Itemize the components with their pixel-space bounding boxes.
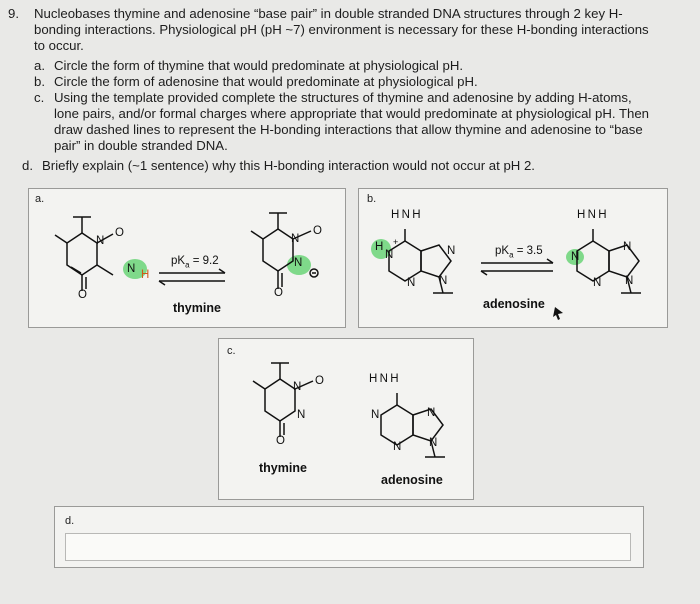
- template-adenine-n9: N: [429, 437, 438, 449]
- anion-o4: O: [274, 287, 283, 299]
- anion-n3: N: [294, 257, 303, 269]
- box-d-label: d.: [65, 515, 75, 527]
- template-adenine-n3: N: [393, 441, 402, 453]
- box-d: [54, 506, 644, 568]
- neutral-n9: N: [625, 275, 634, 287]
- formal-charge-plus: +: [393, 237, 399, 247]
- thymine-o2: O: [115, 227, 124, 239]
- thymine-n3: N: [127, 263, 136, 275]
- thymine-o4: O: [78, 289, 87, 301]
- box-b: [358, 188, 668, 328]
- template-amine: H N H: [369, 373, 399, 385]
- adenine-n3: N: [407, 277, 416, 289]
- question-number: 9.: [8, 6, 19, 21]
- anion-o2: O: [313, 225, 322, 237]
- anion-n1: N: [291, 233, 300, 245]
- template-thymine-o4: O: [276, 435, 285, 447]
- thymine-h3: H: [141, 269, 150, 281]
- box-b-label: b.: [367, 193, 377, 205]
- template-adenosine-name: adenosine: [381, 473, 443, 487]
- box-c-label: c.: [227, 345, 236, 357]
- neutral-n3: N: [593, 277, 602, 289]
- template-adenine-n1: N: [371, 409, 380, 421]
- adenine-n1-h: H: [375, 241, 384, 253]
- box-a-label: a.: [35, 193, 45, 205]
- amine-group-2: H N H: [577, 209, 607, 221]
- neutral-n7: N: [623, 241, 632, 253]
- template-thymine-o2: O: [315, 375, 324, 387]
- molecule-name-a: thymine: [173, 301, 221, 315]
- pka-a: $pK_a = 9.2$: [171, 255, 219, 270]
- template-thymine-n3: N: [297, 409, 306, 421]
- stem-line: Nucleobases thymine and adenosine “base pair” in double stranded DNA structures through 2 key H-: [34, 6, 623, 21]
- stem-line: bonding interactions. Physiological pH (pH ~7) environment is necessary for these H-bonding interactions: [34, 22, 649, 37]
- answer-field-d[interactable]: [65, 533, 631, 561]
- adenine-n1: N: [385, 249, 394, 261]
- template-thymine-n1: N: [293, 381, 302, 393]
- adenine-n7: N: [447, 245, 456, 257]
- box-a: [28, 188, 346, 328]
- adenine-structure-neutral: [359, 189, 667, 327]
- amine-group-1: H N H: [391, 209, 421, 221]
- adenine-n9: N: [439, 275, 448, 287]
- template-thymine-name: thymine: [259, 461, 307, 475]
- question-stem: [34, 6, 694, 54]
- template-adenine-n7: N: [427, 407, 436, 419]
- molecule-name-b: adenosine: [483, 297, 545, 311]
- neutral-n1: N: [571, 251, 580, 263]
- pka-b: $pK_a = 3.5$: [495, 245, 543, 260]
- stem-line: to occur.: [34, 38, 84, 53]
- thymine-n1: N: [96, 235, 105, 247]
- box-c: [218, 338, 474, 500]
